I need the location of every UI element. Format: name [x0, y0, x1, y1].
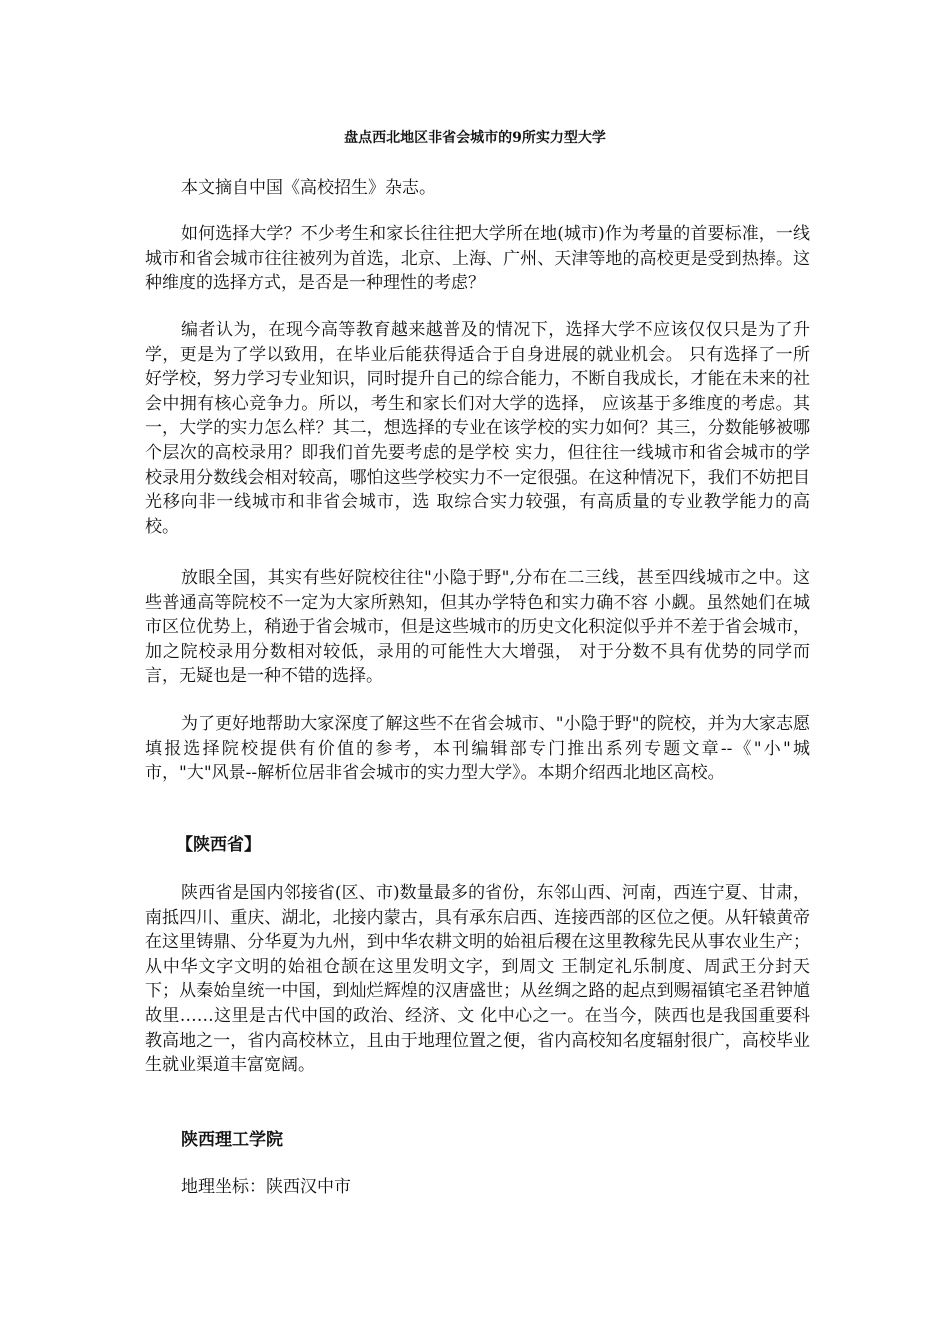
province-heading: 【陕西省】: [176, 835, 261, 855]
paragraph-intro: 如何选择大学？不少考生和家长往往把大学所在地(城市)作为考量的首要标准，一线城市和省会城市往往被列为首选，北京、上海、广州、天津等地的高校更是受到热捧。这种维度的选择方式，是否是一种理性的考虑？: [145, 224, 810, 294]
paragraph-shaanxi: 陕西省是国内邻接省(区、市)数量最多的省份，东邻山西、河南，西连宁夏、甘肃，南抵四川、重庆、湖北，北接内蒙古，具有承东启西、连接西部的区位之便。从轩辕黄帝在这里铸鼎、分华夏为九州，到中华农耕文明的始祖后稷在这里教稼先民从事农业生产；从中华文字文明的始祖仓颉在这里发明文字，到周文 王制定礼乐制度、周武王分封天下；从秦始皇统一中国，到灿烂辉煌的汉唐盛世；从丝绸之路的起点到赐福镇宅圣君钟馗故里……这里是古代中国的政治、经济、文 化中心之一。在当今，陕西也是我国重要科教高地之一，省内高校林立，且由于地理位置之便，省内高校知名度辐射很广，高校毕业生就业渠道丰富宽阔。: [145, 883, 810, 1076]
source-note: 本文摘自中国《高校招生》杂志。: [181, 178, 436, 198]
paragraph-hidden-schools: 放眼全国，其实有些好院校往往"小隐于野",分布在二三线，甚至四线城市之中。这些普通高等院校不一定为大家所熟知，但其办学特色和实力确不容 小觑。虽然她们在城市区位优势上，稍逊于省会城市，但是这些城市的历史文化积淀似乎并不差于省会城市，加之院校录用分数相对较低，录用的可能性大大增强， 对于分数不具有优势的同学而言，无疑也是一种不错的选择。: [145, 568, 810, 687]
document-title: 盘点西北地区非省会城市的9所实力型大学: [344, 130, 606, 146]
school-location: 地理坐标：陕西汉中市: [181, 1177, 351, 1197]
paragraph-editor-view: 编者认为，在现今高等教育越来越普及的情况下，选择大学不应该仅仅只是为了升学，更是为了学以致用，在毕业后能获得适合于自身进展的就业机会。 只有选择了一所好学校，努力学习专业知识，同时提升自己的综合能力，不断自我成长，才能在未来的社会中拥有核心竞争力。所以，考生和家长们对大学的选择， 应该基于多维度的考虑。其一，大学的实力怎么样？其二，想选择的专业在该学校的实力如何？其三，分数能够被哪个层次的高校录用？即我们首先要考虑的是学校 实力，但往往一线城市和省会城市的学校录用分数线会相对较高，哪怕这些学校实力不一定很强。在这种情况下，我们不妨把目光移向非一线城市和非省会城市，选 取综合实力较强，有高质量的专业教学能力的高校。: [145, 320, 810, 537]
school-heading: 陕西理工学院: [181, 1130, 283, 1150]
paragraph-series-intro: 为了更好地帮助大家深度了解这些不在省会城市、"小隐于野"的院校，并为大家志愿填报选择院校提供有价值的参考，本刊编辑部专门推出系列专题文章--《"小"城市，"大"风景--解析位居非省会城市的实力型大学》。本期介绍西北地区高校。: [145, 714, 810, 784]
